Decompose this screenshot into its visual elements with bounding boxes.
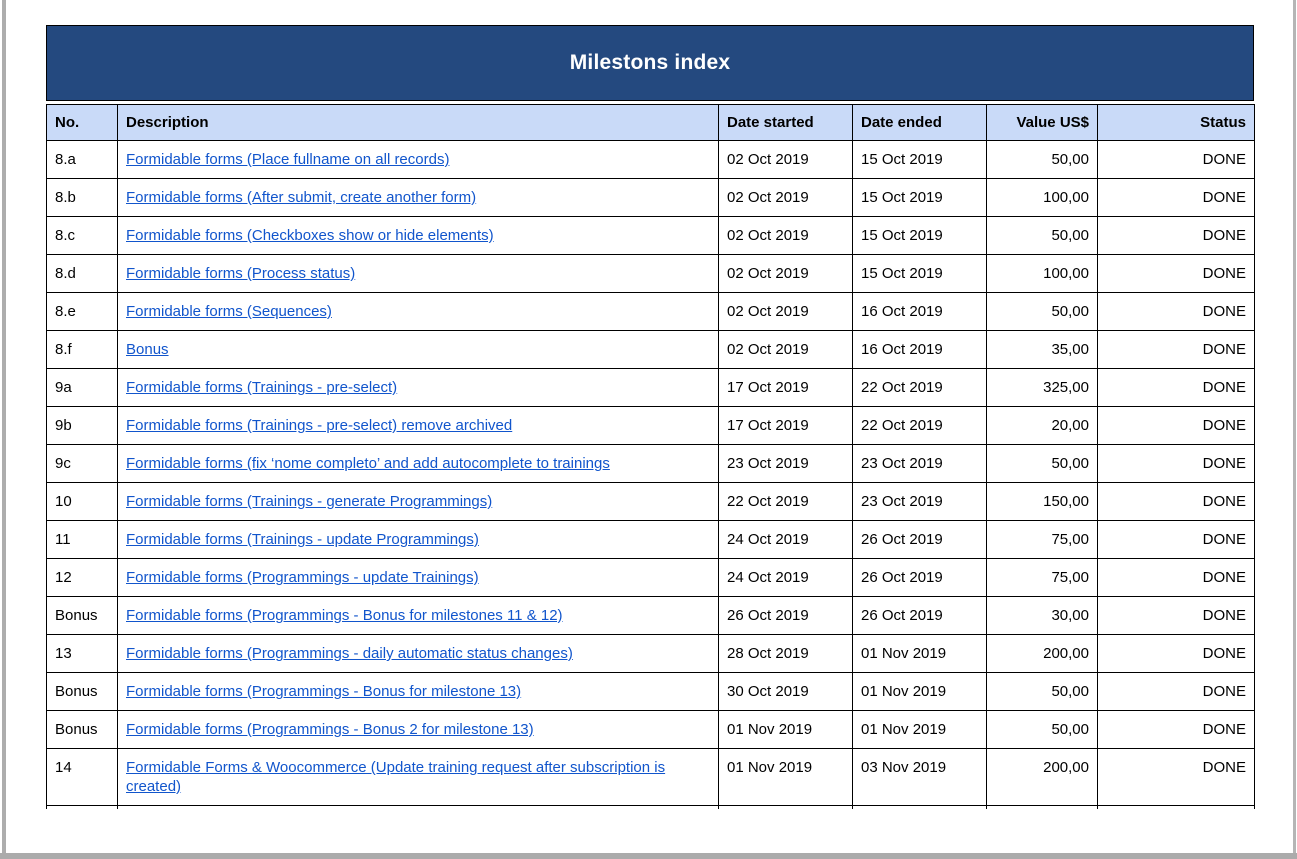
- status-cell: DONE: [1098, 597, 1255, 635]
- date-started-cell: 01 Nov 2019: [719, 711, 853, 749]
- row-no-cell: 8.e: [47, 293, 118, 331]
- value-cell: 75,00: [987, 521, 1098, 559]
- table-row: [47, 141, 1255, 179]
- row-no-cell: 11: [47, 521, 118, 559]
- value-cell: 100,00: [987, 179, 1098, 217]
- table-title-bar: [46, 25, 1254, 101]
- date-started-cell: 22 Oct 2019: [719, 483, 853, 521]
- table-row: [47, 369, 1255, 407]
- table-row: [47, 179, 1255, 217]
- milestone-link[interactable]: Formidable forms (Programmings - daily automatic status changes): [126, 645, 573, 662]
- table-row: [47, 255, 1255, 293]
- col-header-status: Status: [1098, 105, 1255, 141]
- value-cell: 50,00: [987, 293, 1098, 331]
- page-title: Milestons index: [569, 51, 731, 74]
- date-ended-cell: 03 Nov 2019: [853, 749, 987, 806]
- date-started-cell: 02 Oct 2019: [719, 255, 853, 293]
- row-no-cell: 8.a: [47, 141, 118, 179]
- milestone-link[interactable]: Formidable forms (fix ‘nome completo’ and add autocomplete to trainings: [126, 455, 610, 472]
- table-row: [47, 331, 1255, 369]
- milestone-link[interactable]: Formidable forms (Trainings - update Programmings): [126, 531, 479, 548]
- table-row: [47, 217, 1255, 255]
- table-row: [47, 445, 1255, 483]
- col-header-date-started: Date started: [719, 105, 853, 141]
- col-header-value: Value US$: [987, 105, 1098, 141]
- table-row: [47, 293, 1255, 331]
- value-cell: 50,00: [987, 673, 1098, 711]
- milestone-link[interactable]: Formidable forms (Trainings - pre-select): [126, 379, 398, 396]
- viewer-left-edge: [2, 0, 6, 859]
- date-ended-cell: 22 Oct 2019: [853, 407, 987, 445]
- date-ended-cell: 23 Oct 2019: [853, 483, 987, 521]
- date-started-cell: 02 Oct 2019: [719, 293, 853, 331]
- date-ended-cell: 15 Oct 2019: [853, 255, 987, 293]
- date-started-cell: 24 Oct 2019: [719, 559, 853, 597]
- table-row: [47, 521, 1255, 559]
- description-cell: [118, 217, 719, 255]
- milestone-link[interactable]: Formidable forms (Process status): [126, 265, 356, 282]
- value-cell: 100,00: [987, 255, 1098, 293]
- value-cell: 200,00: [987, 749, 1098, 806]
- status-cell: DONE: [1098, 749, 1255, 806]
- table-row: [47, 483, 1255, 521]
- status-cell: DONE: [1098, 141, 1255, 179]
- description-cell: [118, 521, 719, 559]
- table-row: [47, 407, 1255, 445]
- row-no-cell: 8.c: [47, 217, 118, 255]
- table-row: [47, 597, 1255, 635]
- col-header-description: Description: [118, 105, 719, 141]
- value-cell: 75,00: [987, 559, 1098, 597]
- row-no-cell: 9c: [47, 445, 118, 483]
- date-ended-cell: 16 Oct 2019: [853, 293, 987, 331]
- value-cell: 50,00: [987, 141, 1098, 179]
- col-header-no: No.: [47, 105, 118, 141]
- value-cell: 35,00: [987, 331, 1098, 369]
- date-started-cell: 17 Oct 2019: [719, 369, 853, 407]
- row-no-cell: 8.f: [47, 331, 118, 369]
- status-cell: DONE: [1098, 483, 1255, 521]
- date-ended-cell: 26 Oct 2019: [853, 521, 987, 559]
- milestone-link[interactable]: Formidable forms (Programmings - Bonus for milestones 11 & 12): [126, 607, 563, 624]
- description-cell: [118, 445, 719, 483]
- date-ended-cell: 15 Oct 2019: [853, 179, 987, 217]
- date-started-cell: 01 Nov 2019: [719, 749, 853, 806]
- status-cell: DONE: [1098, 407, 1255, 445]
- date-ended-cell: 26 Oct 2019: [853, 597, 987, 635]
- description-cell: [118, 407, 719, 445]
- document-page: [46, 25, 1254, 809]
- milestone-link[interactable]: Formidable forms (After submit, create another form): [126, 189, 477, 206]
- row-no-cell: 9b: [47, 407, 118, 445]
- date-started-cell: 02 Oct 2019: [719, 331, 853, 369]
- description-cell: [118, 559, 719, 597]
- description-cell: [118, 331, 719, 369]
- row-no-cell: 10: [47, 483, 118, 521]
- date-started-cell: 17 Oct 2019: [719, 407, 853, 445]
- row-no-cell: 8.b: [47, 179, 118, 217]
- milestone-link[interactable]: Bonus: [126, 341, 169, 358]
- description-cell: [118, 255, 719, 293]
- date-ended-cell: 01 Nov 2019: [853, 635, 987, 673]
- status-cell: DONE: [1098, 369, 1255, 407]
- col-header-date-ended: Date ended: [853, 105, 987, 141]
- row-no-cell: Bonus: [47, 597, 118, 635]
- description-cell: [118, 483, 719, 521]
- description-cell: [118, 597, 719, 635]
- value-cell: 200,00: [987, 635, 1098, 673]
- status-cell: DONE: [1098, 255, 1255, 293]
- value-cell: 325,00: [987, 369, 1098, 407]
- partial-row: [47, 806, 1255, 809]
- description-cell: [118, 141, 719, 179]
- viewer-bottom-edge: [0, 853, 1297, 859]
- milestone-link[interactable]: Formidable forms (Checkboxes show or hide elements): [126, 227, 494, 244]
- date-started-cell: 24 Oct 2019: [719, 521, 853, 559]
- milestones-table: [46, 104, 1255, 809]
- date-ended-cell: 01 Nov 2019: [853, 673, 987, 711]
- status-cell: DONE: [1098, 521, 1255, 559]
- description-cell: [118, 749, 719, 806]
- row-no-cell: 12: [47, 559, 118, 597]
- date-started-cell: 02 Oct 2019: [719, 217, 853, 255]
- table-header-row: [47, 105, 1255, 141]
- status-cell: DONE: [1098, 217, 1255, 255]
- value-cell: 30,00: [987, 597, 1098, 635]
- milestone-link[interactable]: Formidable forms (Programmings - Bonus for milestone 13): [126, 683, 522, 700]
- date-ended-cell: 26 Oct 2019: [853, 559, 987, 597]
- table-row: [47, 711, 1255, 749]
- status-cell: DONE: [1098, 673, 1255, 711]
- milestone-link[interactable]: Formidable forms (Programmings - update Trainings): [126, 569, 479, 586]
- date-started-cell: 26 Oct 2019: [719, 597, 853, 635]
- description-cell: [118, 635, 719, 673]
- table-row: [47, 749, 1255, 806]
- status-cell: DONE: [1098, 179, 1255, 217]
- row-no-cell: 13: [47, 635, 118, 673]
- value-cell: 150,00: [987, 483, 1098, 521]
- date-started-cell: 28 Oct 2019: [719, 635, 853, 673]
- status-cell: DONE: [1098, 559, 1255, 597]
- milestone-link[interactable]: Formidable Forms & Woocommerce (Update training request after subscription is created): [126, 759, 666, 795]
- value-cell: 50,00: [987, 445, 1098, 483]
- status-cell: DONE: [1098, 635, 1255, 673]
- date-started-cell: 02 Oct 2019: [719, 141, 853, 179]
- milestone-link[interactable]: Formidable forms (Programmings - Bonus 2 for milestone 13): [126, 721, 534, 738]
- status-cell: DONE: [1098, 445, 1255, 483]
- row-no-cell: 8.d: [47, 255, 118, 293]
- milestone-link[interactable]: Formidable forms (Place fullname on all records): [126, 151, 450, 168]
- value-cell: 50,00: [987, 217, 1098, 255]
- status-cell: DONE: [1098, 293, 1255, 331]
- description-cell: [118, 369, 719, 407]
- row-no-cell: 14: [47, 749, 118, 806]
- value-cell: 50,00: [987, 711, 1098, 749]
- value-cell: 20,00: [987, 407, 1098, 445]
- date-started-cell: 23 Oct 2019: [719, 445, 853, 483]
- row-no-cell: Bonus: [47, 673, 118, 711]
- table-row: [47, 635, 1255, 673]
- milestone-link[interactable]: Formidable forms (Trainings - generate Programmings): [126, 493, 493, 510]
- viewer-right-edge: [1293, 0, 1296, 859]
- date-started-cell: 30 Oct 2019: [719, 673, 853, 711]
- description-cell: [118, 179, 719, 217]
- milestone-link[interactable]: Formidable forms (Sequences): [126, 303, 332, 320]
- description-cell: [118, 673, 719, 711]
- description-cell: [118, 293, 719, 331]
- status-cell: DONE: [1098, 331, 1255, 369]
- table-row: [47, 673, 1255, 711]
- row-no-cell: 9a: [47, 369, 118, 407]
- date-ended-cell: 15 Oct 2019: [853, 141, 987, 179]
- row-no-cell: Bonus: [47, 711, 118, 749]
- milestone-link[interactable]: Formidable forms (Trainings - pre-select) remove archived: [126, 417, 513, 434]
- date-ended-cell: 16 Oct 2019: [853, 331, 987, 369]
- date-started-cell: 02 Oct 2019: [719, 179, 853, 217]
- date-ended-cell: 23 Oct 2019: [853, 445, 987, 483]
- description-cell: [118, 711, 719, 749]
- date-ended-cell: 15 Oct 2019: [853, 217, 987, 255]
- date-ended-cell: 22 Oct 2019: [853, 369, 987, 407]
- date-ended-cell: 01 Nov 2019: [853, 711, 987, 749]
- table-row: [47, 559, 1255, 597]
- status-cell: DONE: [1098, 711, 1255, 749]
